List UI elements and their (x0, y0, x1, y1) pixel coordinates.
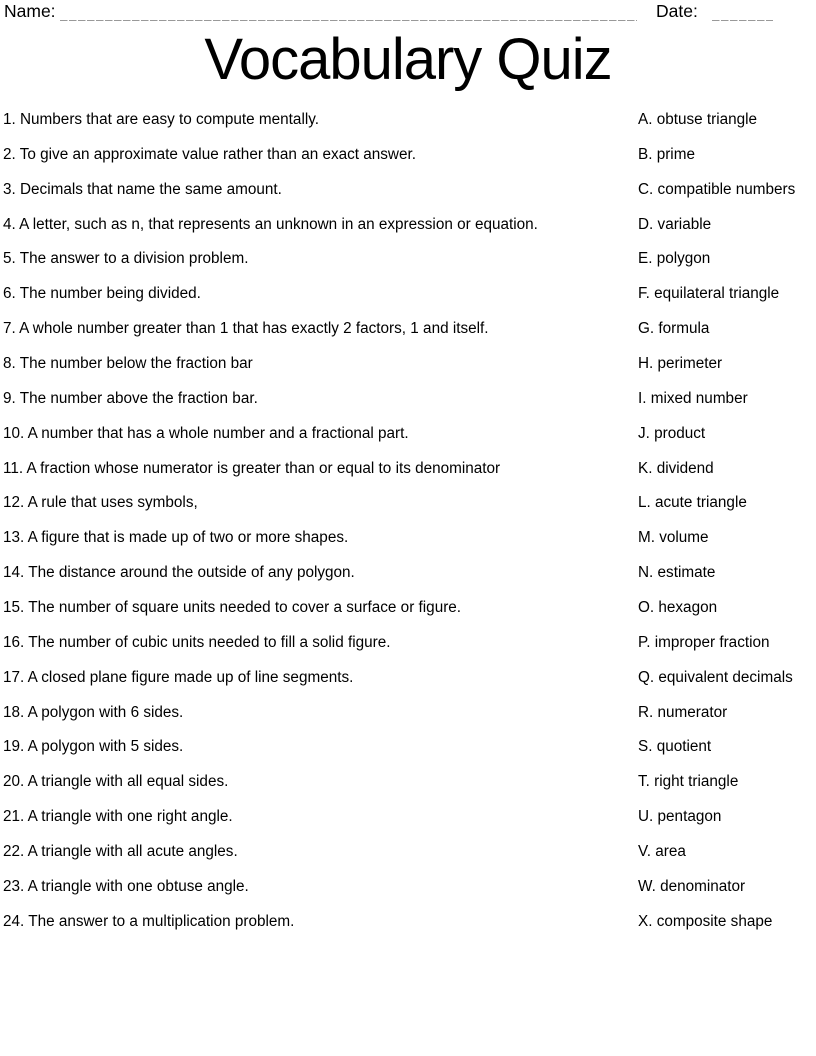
answer-option: N. estimate (638, 564, 716, 582)
answer-option: S. quotient (638, 738, 712, 756)
answer-option: C. compatible numbers (638, 180, 796, 198)
question-text: 23. A triangle with one obtuse angle. (3, 877, 249, 895)
answer-option: R. numerator (638, 703, 728, 721)
question-text: 15. The number of square units needed to cover a surface or figure. (3, 599, 462, 617)
answer-option: L. acute triangle (638, 494, 747, 512)
question-text: 20. A triangle with all equal sides. (3, 773, 229, 791)
quiz-row (3, 666, 813, 701)
question-text: 21. A triangle with one right angle. (3, 808, 233, 826)
question-text: 22. A triangle with all acute angles. (3, 843, 238, 861)
date-blank-line (712, 20, 773, 22)
quiz-row (3, 143, 813, 178)
answer-option: E. polygon (638, 250, 711, 268)
quiz-row (3, 422, 813, 457)
question-text: 16. The number of cubic units needed to fill a solid figure. (3, 633, 391, 651)
question-text: 7. A whole number greater than 1 that has exactly 2 factors, 1 and itself. (3, 320, 489, 338)
quiz-row (3, 213, 813, 248)
question-text: 14. The distance around the outside of any polygon. (3, 564, 355, 582)
name-label: Name: (4, 1, 56, 21)
question-text: 10. A number that has a whole number and a fractional part. (3, 424, 409, 442)
quiz-row (3, 247, 813, 282)
question-text: 11. A fraction whose numerator is greater than or equal to its denominator (3, 459, 501, 477)
answer-option: U. pentagon (638, 808, 722, 826)
question-text: 5. The answer to a division problem. (3, 250, 249, 268)
date-label: Date: (656, 1, 698, 21)
quiz-row (3, 457, 813, 492)
answer-option: K. dividend (638, 459, 714, 477)
question-text: 1. Numbers that are easy to compute mentally. (3, 111, 319, 128)
answer-option: Q. equivalent decimals (638, 668, 793, 686)
quiz-row (3, 561, 813, 596)
quiz-row (3, 910, 813, 945)
quiz-row (3, 596, 813, 631)
question-text: 18. A polygon with 6 sides. (3, 703, 184, 721)
quiz-row (3, 701, 813, 736)
quiz-row (3, 387, 813, 422)
quiz-row (3, 875, 813, 910)
quiz-row (3, 317, 813, 352)
quiz-row (3, 735, 813, 770)
answer-option: I. mixed number (638, 389, 748, 407)
quiz-row (3, 770, 813, 805)
answer-option: A. obtuse triangle (638, 111, 758, 128)
answer-option: W. denominator (638, 877, 746, 895)
quiz-row (3, 631, 813, 666)
question-text: 9. The number above the fraction bar. (3, 389, 258, 407)
answer-option: F. equilateral triangle (638, 285, 780, 303)
quiz-row (3, 491, 813, 526)
page-title: Vocabulary Quiz (204, 27, 612, 92)
answer-option: B. prime (638, 145, 695, 163)
name-blank-line (60, 20, 637, 22)
answer-option: M. volume (638, 529, 709, 547)
question-text: 4. A letter, such as n, that represents an unknown in an expression or equation. (3, 215, 538, 233)
quiz-row (3, 805, 813, 840)
quiz-row (3, 178, 813, 213)
question-text: 8. The number below the fraction bar (3, 355, 253, 373)
question-text: 3. Decimals that name the same amount. (3, 180, 282, 198)
quiz-row (3, 840, 813, 875)
question-text: 13. A figure that is made up of two or more shapes. (3, 529, 349, 547)
answer-option: G. formula (638, 320, 710, 338)
answer-option: J. product (638, 424, 706, 442)
question-text: 12. A rule that uses symbols, (3, 494, 198, 512)
question-text: 6. The number being divided. (3, 285, 201, 303)
answer-option: P. improper fraction (638, 633, 770, 651)
answer-option: V. area (638, 843, 686, 861)
quiz-row (3, 352, 813, 387)
quiz-row (3, 282, 813, 317)
answer-option: H. perimeter (638, 355, 723, 373)
answer-option: O. hexagon (638, 599, 718, 617)
quiz-row (3, 526, 813, 561)
question-text: 24. The answer to a multiplication problem. (3, 912, 295, 930)
answer-option: T. right triangle (638, 773, 739, 791)
quiz-body (3, 108, 813, 945)
question-text: 17. A closed plane figure made up of line segments. (3, 668, 354, 686)
answer-option: D. variable (638, 215, 712, 233)
question-text: 2. To give an approximate value rather than an exact answer. (3, 145, 416, 163)
worksheet-header (0, 0, 816, 26)
question-text: 19. A polygon with 5 sides. (3, 738, 184, 756)
quiz-row (3, 108, 813, 143)
answer-option: X. composite shape (638, 912, 773, 930)
